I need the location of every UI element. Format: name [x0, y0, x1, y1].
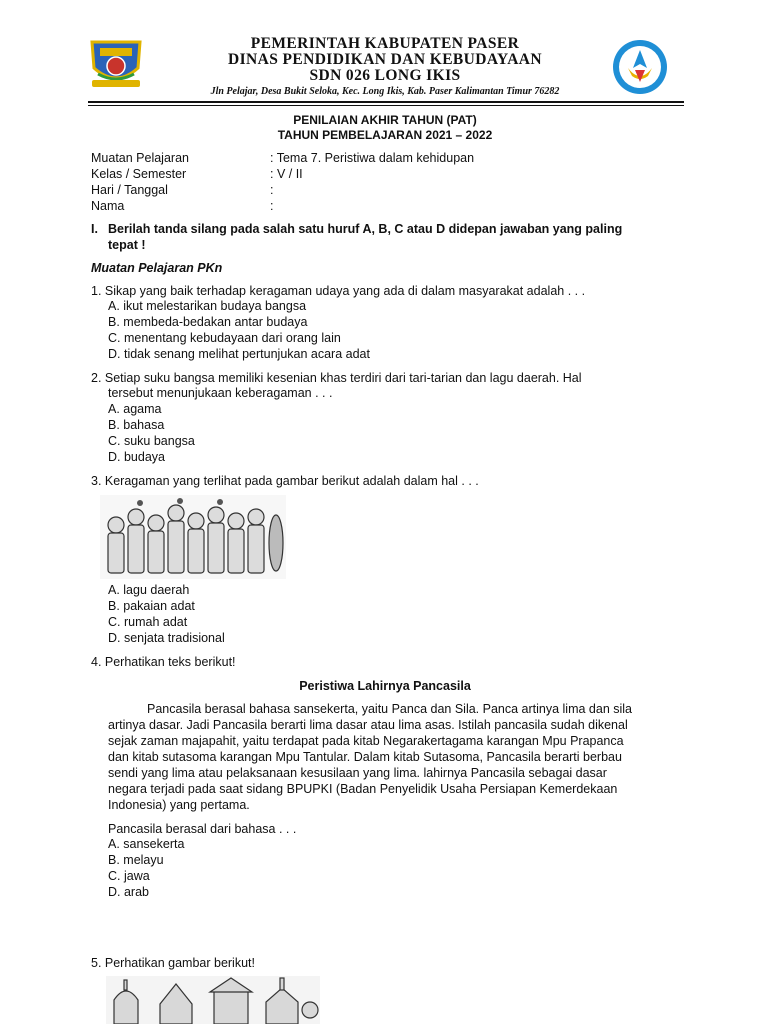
q1-option-d: D. tidak senang melihat pertunjukan acara adat: [108, 347, 370, 361]
reading-line-3: sejak zaman majapahit, yaitu terdapat pada kitab Negarakertagama karangan Mpu Prapanca: [108, 734, 624, 748]
exam-title: PENILAIAN AKHIR TAHUN (PAT): [293, 113, 477, 127]
q2-option-b: B. bahasa: [108, 418, 165, 432]
regency-emblem-icon: [88, 38, 144, 90]
q2-option-c: C. suku bangsa: [108, 434, 195, 448]
header-school: SDN 026 LONG IKIS: [309, 67, 461, 84]
reading-line-2: artinya dasar. Jadi Pancasila berarti lima dasar atau lima asas. Istilah pancasila sudah dikenal: [108, 718, 628, 732]
instruction-line-2: tepat !: [108, 238, 146, 252]
info-value-date: :: [270, 183, 274, 197]
info-label-name: Nama: [91, 199, 125, 213]
exam-year: TAHUN PEMBELAJARAN 2021 – 2022: [277, 128, 493, 142]
section-title: Muatan Pelajaran PKn: [91, 261, 223, 275]
question-3: 3. Keragaman yang terlihat pada gambar berikut adalah dalam hal . . .: [91, 474, 479, 488]
reading-title: Peristiwa Lahirnya Pancasila: [299, 679, 471, 693]
q1-option-c: C. menentang kebudayaan dari orang lain: [108, 331, 341, 345]
q3-option-a: A. lagu daerah: [108, 583, 190, 597]
info-label-class: Kelas / Semester: [91, 167, 187, 181]
q4-option-d: D. arab: [108, 885, 149, 899]
reading-line-5: sendi yang lima atau pelaksanaan kesusilaan yang lima. lahirnya Pancasila sebagai dasar: [108, 766, 607, 780]
question-5: 5. Perhatikan gambar berikut!: [91, 956, 255, 970]
traditional-costumes-illustration: [100, 495, 286, 579]
question-2-line-2: tersebut menunjukaan keberagaman . . .: [108, 386, 333, 400]
reading-line-1: Pancasila berasal bahasa sansekerta, yaitu Panca dan Sila. Panca artinya lima dan sila: [147, 702, 633, 716]
header-rule-thin: [88, 105, 684, 106]
header-department: DINAS PENDIDIKAN DAN KEBUDAYAAN: [228, 51, 542, 68]
instruction-line-1: Berilah tanda silang pada salah satu huruf A, B, C atau D didepan jawaban yang paling: [108, 222, 623, 236]
question-1: 1. Sikap yang baik terhadap keragaman udaya yang ada di dalam masyarakat adalah . . .: [91, 284, 586, 298]
reading-line-7: Indonesia) yang pertama.: [108, 798, 250, 812]
reading-line-4: dan kitab sutasoma karangan Mpu Tantular. Dalam kitab Sutasoma, Pancasila berarti berbau: [108, 750, 622, 764]
q1-option-a: A. ikut melestarikan budaya bangsa: [108, 299, 307, 313]
header-rule-thick: [88, 101, 684, 103]
q2-option-a: A. agama: [108, 402, 162, 416]
places-of-worship-illustration: [106, 976, 320, 1024]
q4-question: Pancasila berasal dari bahasa . . .: [108, 822, 297, 836]
info-value-class: : V / II: [270, 167, 303, 181]
q2-option-d: D. budaya: [108, 450, 165, 464]
question-2-line-1: 2. Setiap suku bangsa memiliki kesenian khas terdiri dari tari-tarian dan lagu daerah. Hal: [91, 371, 582, 385]
info-value-name: :: [270, 199, 274, 213]
info-label-subject: Muatan Pelajaran: [91, 151, 189, 165]
info-value-subject: : Tema 7. Peristiwa dalam kehidupan: [270, 151, 475, 165]
q4-option-b: B. melayu: [108, 853, 164, 867]
reading-line-6: negara terjadi pada saat sidang BPUPKI (Badan Penyelidik Usaha Persiapan Kemerdekaan: [108, 782, 618, 796]
header-address: Jln Pelajar, Desa Bukit Seloka, Kec. Long Ikis, Kab. Paser Kalimantan Timur 76282: [210, 86, 560, 97]
info-label-date: Hari / Tanggal: [91, 183, 168, 197]
question-4: 4. Perhatikan teks berikut!: [91, 655, 236, 669]
q3-option-d: D. senjata tradisional: [108, 631, 225, 645]
q3-option-c: C. rumah adat: [108, 615, 188, 629]
header-government: PEMERINTAH KABUPATEN PASER: [250, 35, 520, 52]
instruction-number: I.: [91, 222, 98, 236]
q1-option-b: B. membeda-bedakan antar budaya: [108, 315, 308, 329]
q4-option-c: C. jawa: [108, 869, 150, 883]
q4-option-a: A. sansekerta: [108, 837, 185, 851]
q3-option-b: B. pakaian adat: [108, 599, 195, 613]
